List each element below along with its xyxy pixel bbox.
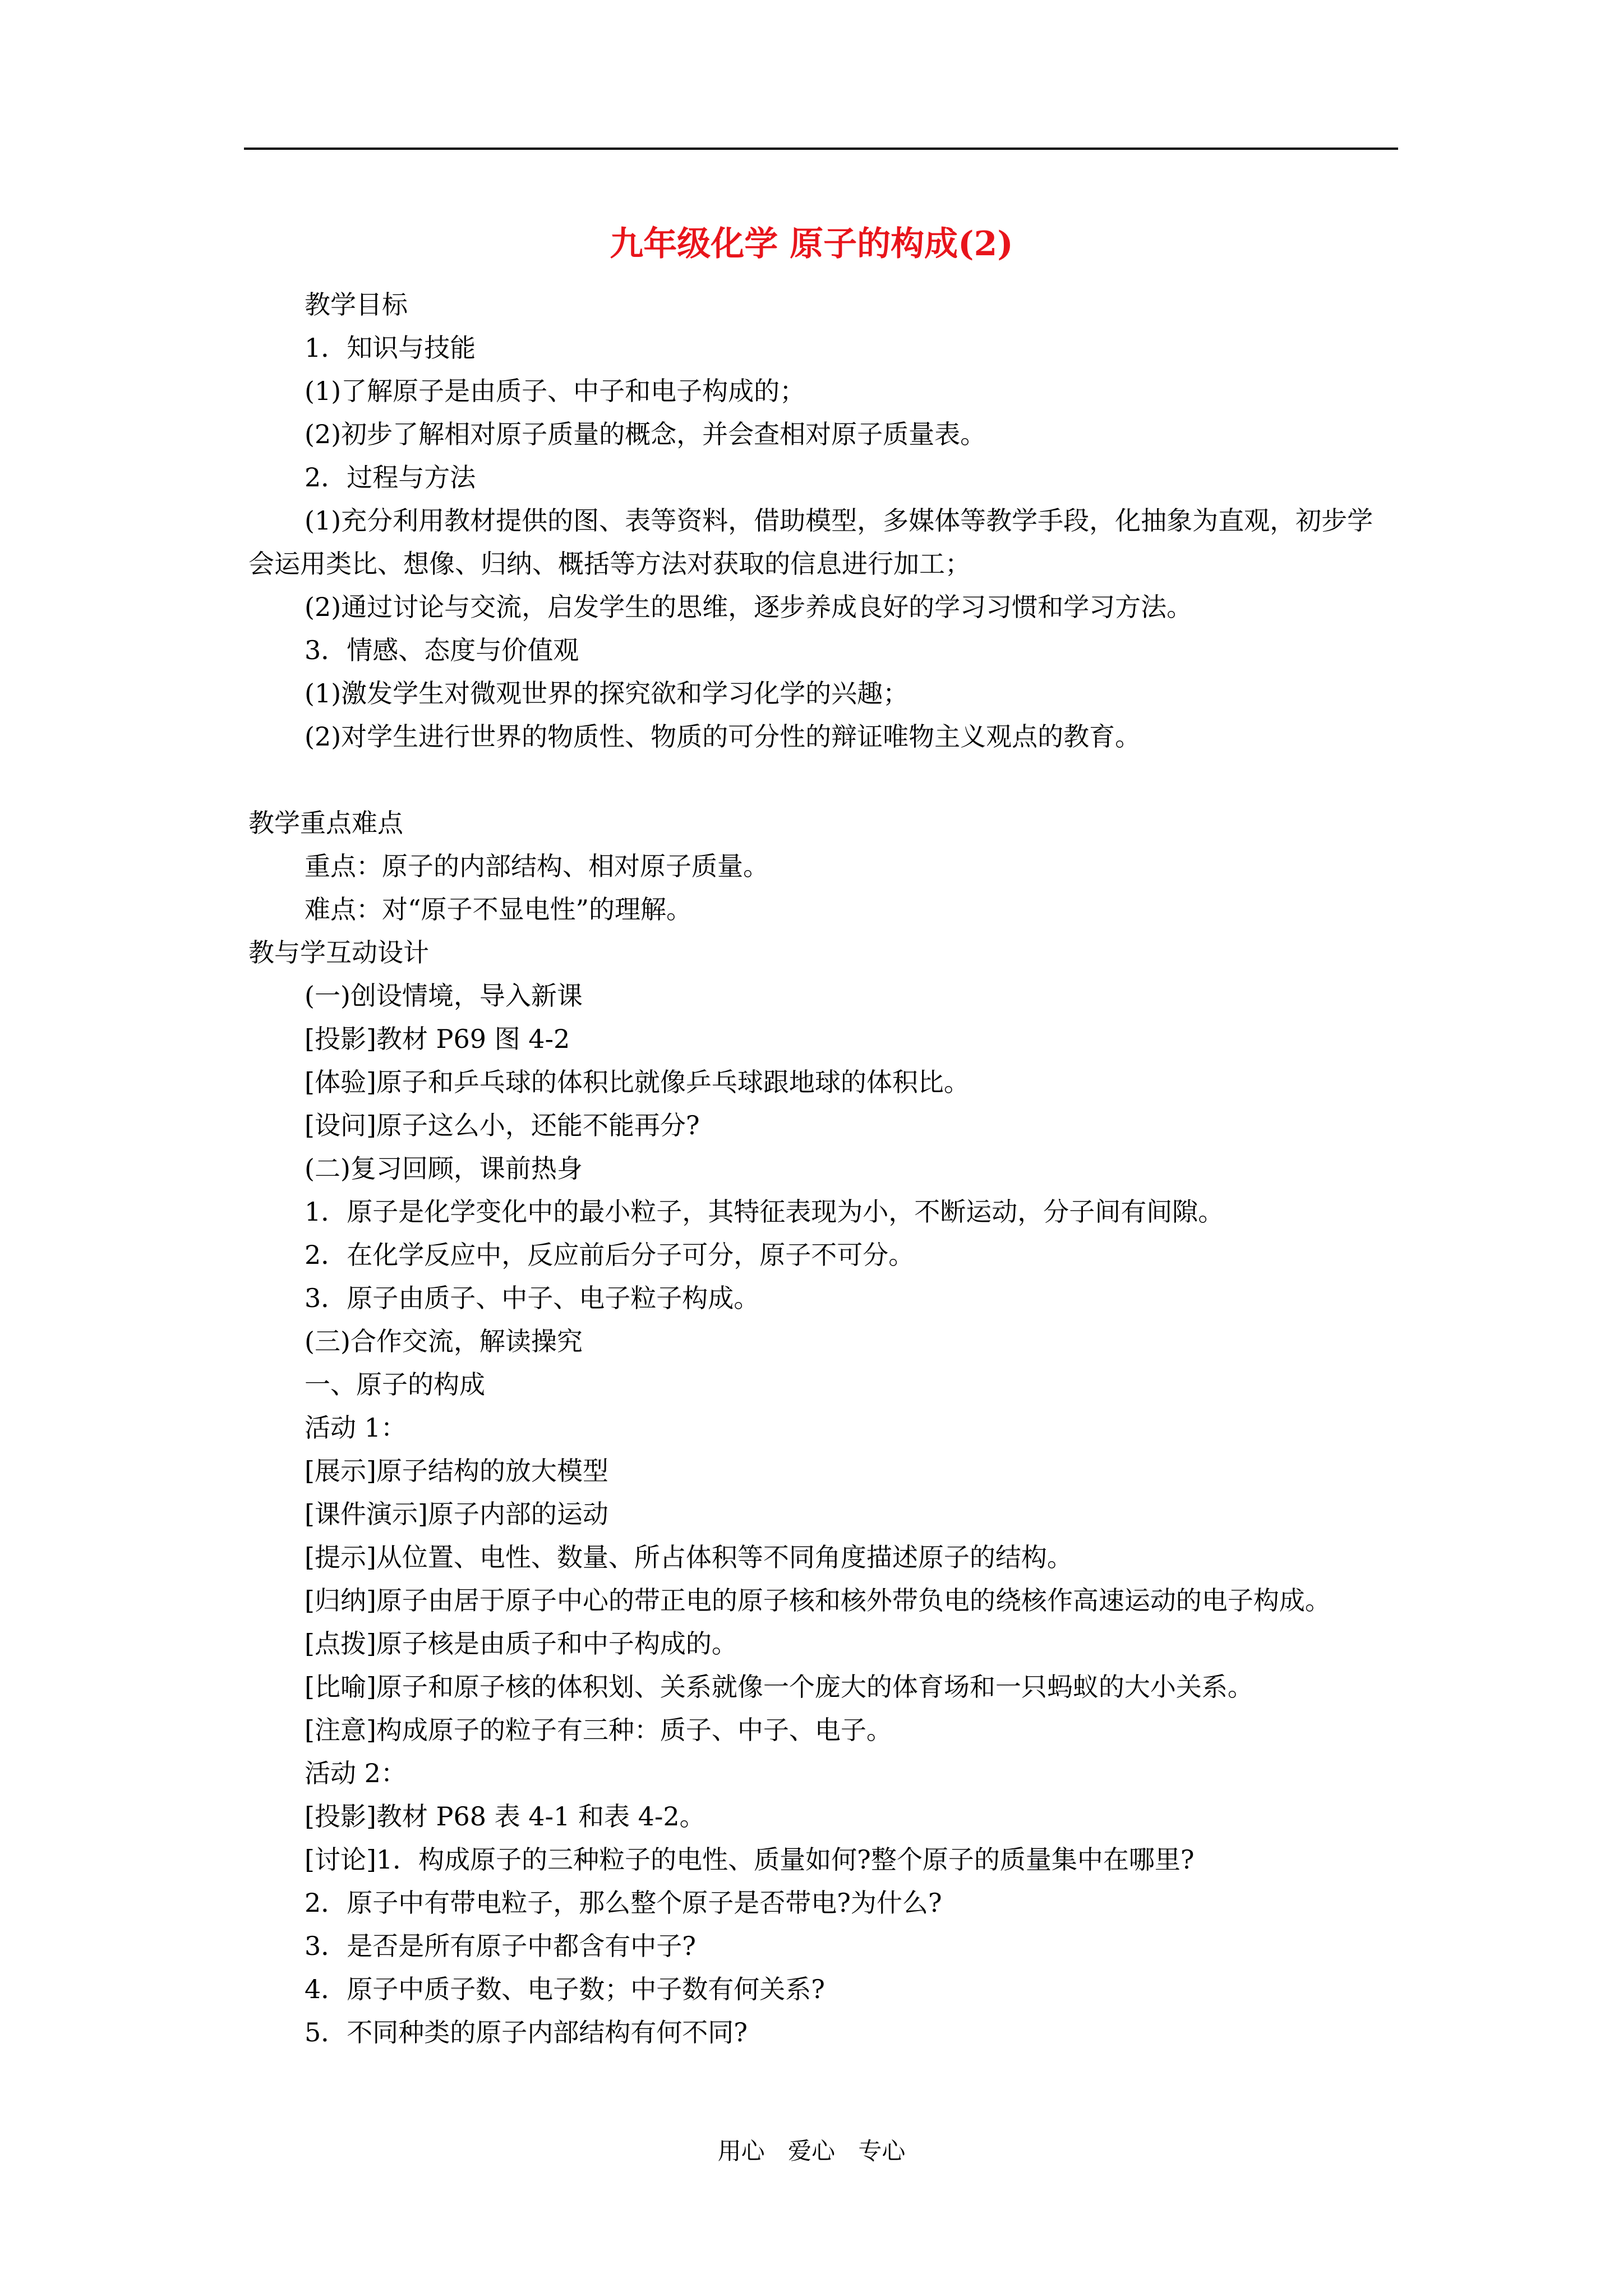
projection-figure: [投影]教材 P69 图 4-2: [305, 1024, 570, 1054]
part-one-heading: (一)创设情境，导入新课: [305, 981, 583, 1011]
section-heading-objectives: 教学目标: [305, 289, 408, 320]
part-three-heading: (三)合作交流，解读操究: [305, 1326, 583, 1356]
objective-process-2: (2)通过讨论与交流，启发学生的思维，逐步养成良好的学习习惯和学习方法。: [305, 592, 1193, 622]
page-footer: 用心 爱心 专心: [717, 2137, 906, 2165]
blank-line: [248, 758, 1398, 802]
objective-emotion-1: (1)激发学生对微观世界的探究欲和学习化学的兴趣；: [305, 678, 909, 708]
projection-tables: [投影]教材 P68 表 4-1 和表 4-2。: [305, 1801, 706, 1832]
objective-process-1: (1)充分利用教材提供的图、表等资料，借助模型，多媒体等教学手段，化抽象为直观，初步学会运用类比、想像、归纳、概括等方法对获取的信息进行加工；: [248, 505, 1373, 579]
objective-knowledge-title: 1．知识与技能: [305, 333, 476, 363]
hint-note: [提示]从位置、电性、数量、所占体积等不同角度描述原子的结构。: [305, 1542, 1073, 1572]
show-note: [展示]原子结构的放大模型: [305, 1456, 608, 1486]
discussion-item-5: 5．不同种类的原子内部结构有何不同?: [305, 2017, 748, 2047]
review-item-3: 3．原子由质子、中子、电子粒子构成。: [305, 1283, 760, 1313]
question-note: [设问]原子这么小，还能不能再分?: [305, 1110, 700, 1140]
section-heading-key-points: 教学重点难点: [248, 808, 403, 838]
discussion-item-3: 3．是否是所有原子中都含有中子?: [305, 1931, 696, 1961]
review-item-1: 1．原子是化学变化中的最小粒子，其特征表现为小，不断运动，分子间有间隙。: [305, 1197, 1224, 1227]
guidance-note: [点拨]原子核是由质子和中子构成的。: [305, 1628, 737, 1659]
header-rule: [244, 148, 1398, 150]
objective-knowledge-2: (2)初步了解相对原子质量的概念，并会查相对原子质量表。: [305, 419, 986, 449]
metaphor-note: [比喻]原子和原子核的体积划、关系就像一个庞大的体育场和一只蚂蚁的大小关系。: [305, 1672, 1253, 1702]
demo-note: [课件演示]原子内部的运动: [305, 1499, 608, 1529]
review-item-2: 2．在化学反应中，反应前后分子可分，原子不可分。: [305, 1240, 915, 1270]
objective-emotion-2: (2)对学生进行世界的物质性、物质的可分性的辩证唯物主义观点的教育。: [305, 721, 1141, 752]
key-point: 重点：原子的内部结构、相对原子质量。: [305, 851, 769, 881]
attention-note: [注意]构成原子的粒子有三种：质子、中子、电子。: [305, 1715, 892, 1745]
objective-emotion-title: 3．情感、态度与价值观: [305, 635, 579, 665]
document-title: 九年级化学 原子的构成(2): [610, 224, 1013, 264]
activity-2-label: 活动 2：: [305, 1758, 407, 1788]
induction-note: [归纳]原子由居于原子中心的带正电的原子核和核外带负电的绕核作高速运动的电子构成。: [305, 1585, 1331, 1616]
difficult-point: 难点：对“原子不显电性”的理解。: [305, 894, 693, 924]
part-two-heading: (二)复习回顾，课前热身: [305, 1153, 583, 1184]
activity-1-label: 活动 1：: [305, 1412, 407, 1443]
discussion-item-1: [讨论]1．构成原子的三种粒子的电性、质量如何?整个原子的质量集中在哪里?: [305, 1844, 1195, 1875]
discussion-item-2: 2．原子中有带电粒子，那么整个原子是否带电?为什么?: [305, 1888, 942, 1918]
experience-note: [体验]原子和乒乓球的体积比就像乒乓球跟地球的体积比。: [305, 1067, 970, 1097]
document-body: [248, 283, 1398, 2054]
subsection-atom-structure: 一、原子的构成: [305, 1369, 485, 1400]
objective-knowledge-1: (1)了解原子是由质子、中子和电子构成的；: [305, 376, 806, 406]
objective-process-title: 2．过程与方法: [305, 462, 476, 493]
section-heading-interaction: 教与学互动设计: [248, 937, 429, 968]
discussion-item-4: 4．原子中质子数、电子数；中子数有何关系?: [305, 1974, 825, 2004]
